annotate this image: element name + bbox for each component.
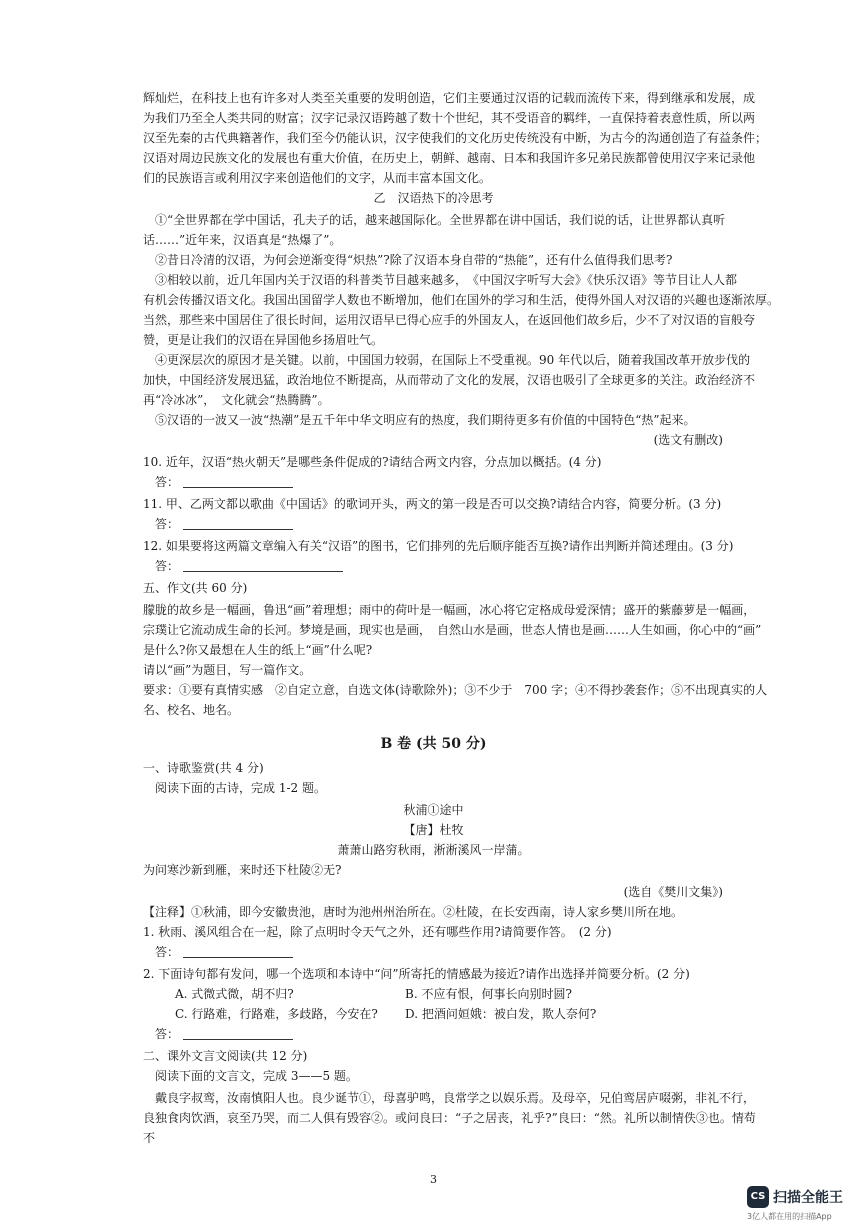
option-row bbox=[175, 1004, 755, 1024]
paragraph-line: ②昔日冷清的汉语，为何会逆渐变得“炽热”?除了汉语本身自带的“热能”，还有什么值得我们思考? bbox=[155, 253, 673, 267]
classical-line: 良独食肉饮酒，哀至乃哭，而二人俱有毁容②。或问良曰：“子之居丧，礼乎?”良曰：“然。礼所以制情佚③也。情苟 bbox=[143, 1111, 756, 1125]
classical-line: 戴良字叔鸾，汝南慎阳人也。良少诞节①，母喜驴鸣，良常学之以娱乐焉。及母卒，兄伯鸾居庐啜粥，非礼不行， bbox=[155, 1091, 756, 1105]
question-10: 10. 近年，汉语“热火朝天”是哪些条件促成的?请结合两文内容，分点加以概括。(4 分) bbox=[143, 455, 602, 469]
paragraph-line: ⑤汉语的一波又一波“热潮”是五千年中华文明应有的热度，我们期待更多有价值的中国特色“热”起来。 bbox=[155, 413, 696, 427]
poem-author: 【唐】杜牧 bbox=[403, 823, 464, 837]
classical-instruction: 阅读下面的文言文，完成 3——5 题。 bbox=[155, 1069, 358, 1083]
answer-blank[interactable] bbox=[183, 559, 343, 572]
answer-blank[interactable] bbox=[183, 475, 293, 488]
answer-line bbox=[155, 1024, 735, 1044]
text-line: 为我们乃至全人类共同的财富；汉字记录汉语跨越了数十个世纪，其不受语音的羁绊，一直保持着表意性质，所以两 bbox=[143, 111, 756, 125]
answer-blank[interactable] bbox=[183, 945, 293, 958]
paragraph-line: 赞，更是让我们的汉语在异国他乡扬眉吐气。 bbox=[143, 333, 384, 347]
page-number: 3 bbox=[430, 1173, 437, 1186]
paragraph-line: ③相较以前，近几年国内关于汉语的科普类节目越来越多， 《中国汉字听写大会》《快乐汉语》等节目让人人都 bbox=[155, 273, 738, 287]
answer-line bbox=[155, 472, 735, 492]
paragraph-line: 当然，那些来中国居住了很长时间，运用汉语早已得心应手的外国友人，在返回他们故乡后，少不了对汉语的盲般夸 bbox=[143, 313, 756, 327]
section-b-title: B 卷 (共 50 分) bbox=[380, 736, 487, 752]
answer-label: 答： bbox=[155, 945, 180, 959]
classical-line: 不 bbox=[143, 1131, 156, 1145]
essay-line: 名、校名、地名。 bbox=[143, 703, 240, 717]
source-note: (选文有删改) bbox=[653, 433, 723, 447]
poem-title: 秋浦①途中 bbox=[403, 803, 464, 817]
poem-line: 为问寒沙新到雁，来时还下杜陵②无? bbox=[143, 863, 342, 877]
paragraph-line: 加快，中国经济发展迅猛，政治地位不断提高，从而带动了文化的发展，汉语也吸引了全球更多的关注。政治经济不 bbox=[143, 373, 756, 387]
classical-heading: 二、课外文言文阅读(共 12 分) bbox=[143, 1049, 308, 1063]
option-a[interactable]: A. 式微式微，胡不归? bbox=[175, 987, 294, 1001]
essay-line: 要求：①要有真情实感 ②自定立意，自选文体(诗歌除外)；③不少于 700 字；④不得抄袭套作；⑤不出现真实的人 bbox=[143, 683, 768, 697]
text-line: 汉至先秦的古代典籍著作，我们至今仍能认识，汉字使我们的文化历史传统没有中断，为古今的沟通创造了有益条件； bbox=[143, 131, 768, 145]
section-title: 乙 汉语热下的冷思考 bbox=[373, 191, 494, 205]
essay-line: 请以“画”为题目，写一篇作文。 bbox=[143, 663, 312, 677]
essay-line: 朦胧的故乡是一幅画，鲁迅“画”着理想；雨中的荷叶是一幅画，冰心将它定格成母爱深情；盛开的紫藤萝是一幅画， bbox=[143, 603, 756, 617]
poem-source: (选自《樊川文集》) bbox=[623, 885, 723, 899]
poetry-instruction: 阅读下面的古诗，完成 1-2 题。 bbox=[155, 781, 326, 795]
poem-line: 萧萧山路穷秋雨，淅淅溪风一岸蒲。 bbox=[337, 843, 530, 857]
scanner-watermark bbox=[747, 1183, 857, 1223]
paragraph-line: 再“冷冰冰”， 文化就会“热腾腾”。 bbox=[143, 393, 330, 407]
option-c[interactable]: C. 行路难，行路难，多歧路，今安在? bbox=[175, 1007, 378, 1021]
option-d[interactable]: D. 把酒问姮娥：被白发，欺人奈何? bbox=[405, 1007, 597, 1021]
poetry-heading: 一、诗歌鉴赏(共 4 分) bbox=[143, 761, 264, 775]
question-b2: 2. 下面诗句都有发问，哪一个选项和本诗中“问”所寄托的情感最为接近?请作出选择并简要分析。(2 分) bbox=[143, 967, 690, 981]
answer-line bbox=[155, 556, 735, 576]
answer-line bbox=[155, 514, 735, 534]
essay-line: 是什么?你又最想在人生的纸上“画”什么呢? bbox=[143, 643, 373, 657]
paragraph-line: ①“全世界都在学中国话，孔夫子的话，越来越国际化。全世界都在讲中国话，我们说的话，让世界都认真听 bbox=[155, 213, 726, 227]
scanner-logo-icon: CS bbox=[747, 1186, 769, 1208]
paragraph-line: 话……”近年来，汉语真是“热爆了”。 bbox=[143, 233, 342, 247]
paragraph-line: ④更深层次的原因才是关键。以前，中国国力较弱，在国际上不受重视。90 年代以后，随着我国改革开放步伐的 bbox=[155, 353, 751, 367]
answer-line bbox=[155, 942, 735, 962]
question-b1: 1. 秋雨、溪风组合在一起，除了点明时令天气之外，还有哪些作用?请简要作答。 (2 分) bbox=[143, 925, 612, 939]
text-line: 们的民族语言或利用汉字来创造他们的文字，从而丰富本国文化。 bbox=[143, 171, 492, 185]
essay-line: 宗璞让它流动成生命的长河。梦境是画，现实也是画， 自然山水是画，世态人情也是画……人生如画，你心中的“画” bbox=[143, 623, 762, 637]
scanner-app-name: 扫描全能王 bbox=[773, 1190, 843, 1206]
paragraph-line: 有机会传播汉语文化。我国出国留学人数也不断增加，他们在国外的学习和生活，使得外国人对汉语的兴趣也逐渐浓厚。 bbox=[143, 293, 780, 307]
text-line: 汉语对周边民族文化的发展也有重大价值，在历史上，朝鲜、越南、日本和我国许多兄弟民族都曾使用汉字来记录他 bbox=[143, 151, 756, 165]
answer-label: 答： bbox=[155, 559, 180, 573]
question-12: 12. 如果要将这两篇文章编入有关“汉语”的图书，它们排列的先后顺序能否互换?请作出判断并简述理由。(3 分) bbox=[143, 539, 734, 553]
answer-blank[interactable] bbox=[183, 1027, 293, 1040]
essay-heading: 五、作文(共 60 分) bbox=[143, 581, 248, 595]
answer-label: 答： bbox=[155, 517, 180, 531]
answer-label: 答： bbox=[155, 475, 180, 489]
answer-label: 答： bbox=[155, 1027, 180, 1041]
text-line: 辉灿烂，在科技上也有许多对人类至关重要的发明创造，它们主要通过汉语的记载而流传下来，得到继承和发展，成 bbox=[143, 91, 756, 105]
poem-note: 【注释】①秋浦，即今安徽贵池，唐时为池州州治所在。②杜陵，在长安西南，诗人家乡樊川所在地。 bbox=[143, 905, 684, 919]
question-11: 11. 甲、乙两文都以歌曲《中国话》的歌词开头，两文的第一段是否可以交换?请结合内容，简要分析。(3 分) bbox=[143, 497, 722, 511]
answer-blank[interactable] bbox=[183, 517, 293, 530]
option-b[interactable]: B. 不应有恨，何事长向别时圆? bbox=[405, 987, 572, 1001]
scanner-tagline: 3亿人都在用的扫描App bbox=[747, 1212, 832, 1221]
option-row bbox=[175, 984, 755, 1004]
